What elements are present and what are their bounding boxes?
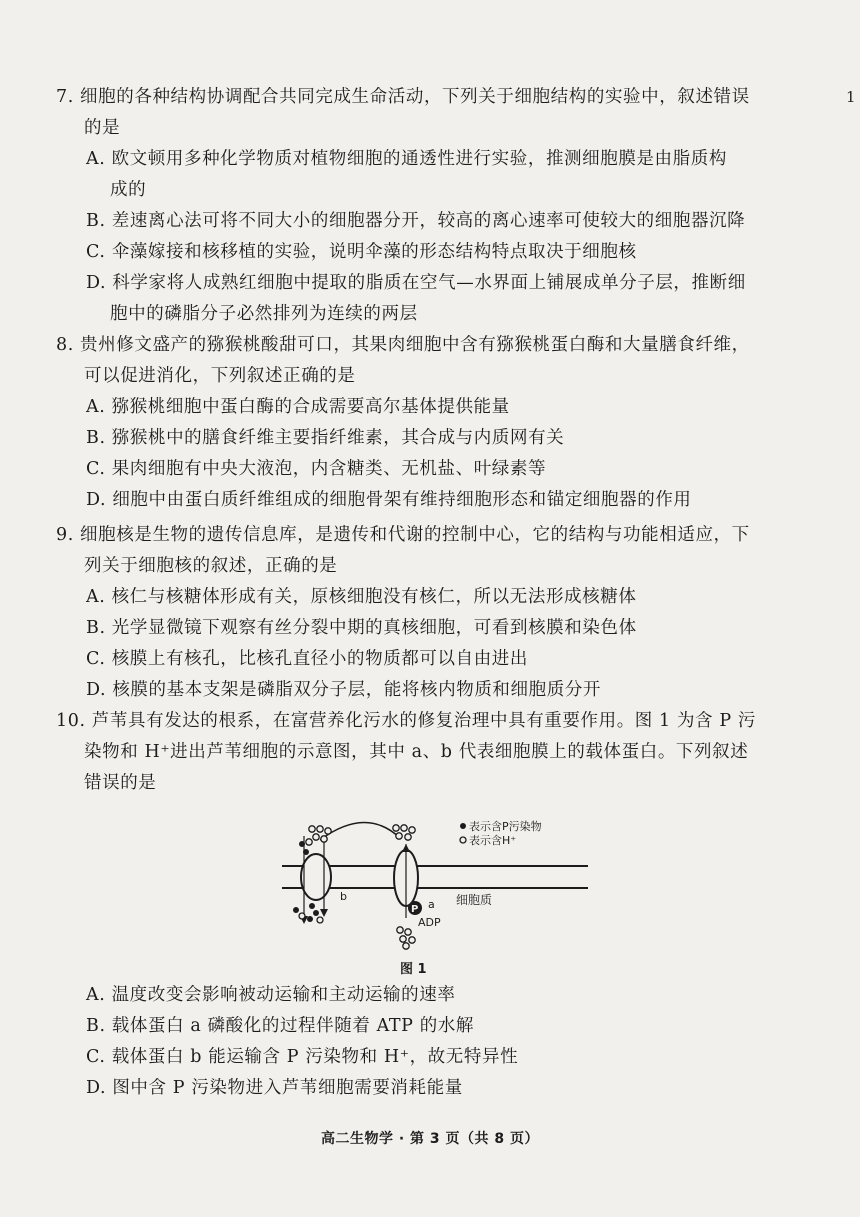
legend-h-text: 表示含H⁺ (469, 834, 517, 847)
adp-label: ADP (418, 916, 441, 929)
carrier-b-shape (301, 854, 331, 900)
figure-1 (276, 818, 596, 978)
question-7-option-a-cont: 成的 (110, 180, 147, 200)
question-7-option-a: A. 欧文顿用多种化学物质对植物细胞的通透性进行实验，推测细胞膜是由脂质构 (86, 149, 727, 169)
carrier-a-label: a (428, 898, 435, 911)
h-ions-top-right (393, 825, 415, 840)
question-7-option-d-cont: 胞中的磷脂分子必然排列为连续的两层 (110, 304, 418, 324)
question-10-option-a: A. 温度改变会影响被动运输和主动运输的速率 (86, 985, 456, 1005)
arrow-a-head (402, 844, 410, 852)
question-8-option-d: D. 细胞中由蛋白质纤维组成的细胞骨架有维持细胞形态和锚定细胞器的作用 (86, 490, 692, 510)
question-10-option-b: B. 载体蛋白 a 磷酸化的过程伴随着 ATP 的水解 (86, 1016, 474, 1036)
question-7 (56, 82, 776, 330)
question-8 (56, 330, 776, 516)
question-7-option-c: C. 伞藻嫁接和核移植的实验，说明伞藻的形态结构特点取决于细胞核 (86, 242, 637, 262)
question-10-stem-line-1: 10. 芦苇具有发达的根系，在富营养化污水的修复治理中具有重要作用。图 1 为含 P 污 (56, 711, 756, 731)
h-ions-bottom-right (397, 927, 415, 949)
question-9-stem-line-2: 列关于细胞核的叙述，正确的是 (84, 556, 338, 576)
question-8-option-b: B. 猕猴桃中的膳食纤维主要指纤维素，其合成与内质网有关 (86, 428, 565, 448)
question-10-stem-line-2: 染物和 H⁺进出芦苇细胞的示意图，其中 a、b 代表细胞膜上的载体蛋白。下列叙述 (84, 742, 749, 762)
question-7-stem-line-2: 的是 (84, 118, 121, 138)
figure-1-caption: 图 1 (400, 962, 427, 977)
question-8-stem-line-1: 8. 贵州修文盛产的猕猴桃酸甜可口，其果肉细胞中含有猕猴桃蛋白酶和大量膳食纤维， (56, 335, 750, 355)
question-7-option-b: B. 差速离心法可将不同大小的细胞器分开，较高的离心速率可使较大的细胞器沉降 (86, 211, 746, 231)
legend-p-text: 表示含P污染物 (469, 820, 542, 833)
question-10 (56, 706, 776, 799)
question-9-option-b: B. 光学显微镜下观察有丝分裂中期的真核细胞，可看到核膜和染色体 (86, 618, 637, 638)
question-8-stem-line-2: 可以促进消化，下列叙述正确的是 (84, 366, 356, 386)
question-9 (56, 520, 776, 706)
legend-h-symbol (460, 837, 466, 843)
question-8-option-c: C. 果肉细胞有中央大液泡，内含糖类、无机盐、叶绿素等 (86, 459, 547, 479)
question-10-stem-line-3: 错误的是 (84, 773, 157, 793)
arrow-b-right-head (320, 909, 328, 917)
legend-p-symbol (460, 823, 466, 829)
question-9-option-c: C. 核膜上有核孔，比核孔直径小的物质都可以自由进出 (86, 649, 528, 669)
page-footer: 高二生物学 · 第 3 页（共 8 页） (320, 1131, 540, 1147)
circulation-arc (320, 822, 400, 840)
page-edge-mark: 1 (846, 88, 856, 106)
question-9-stem-line-1: 9. 细胞核是生物的遗传信息库，是遗传和代谢的控制中心，它的结构与功能相适应，下 (56, 525, 750, 545)
phosphate-label: P (411, 904, 419, 915)
cytoplasm-label: 细胞质 (456, 893, 493, 907)
figure-1-diagram (276, 818, 596, 968)
question-7-option-d: D. 科学家将人成熟红细胞中提取的脂质在空气—水界面上铺展成单分子层，推断细 (86, 273, 746, 293)
question-9-option-a: A. 核仁与核糖体形成有关，原核细胞没有核仁，所以无法形成核糖体 (86, 587, 637, 607)
question-7-stem-line-1: 7. 细胞的各种结构协调配合共同完成生命活动，下列关于细胞结构的实验中，叙述错误 (56, 87, 750, 107)
question-10-option-d: D. 图中含 P 污染物进入芦苇细胞需要消耗能量 (86, 1078, 463, 1098)
question-10-option-c: C. 载体蛋白 b 能运输含 P 污染物和 H⁺，故无特异性 (86, 1047, 519, 1067)
carrier-b-label: b (340, 890, 347, 903)
question-9-option-d: D. 核膜的基本支架是磷脂双分子层，能将核内物质和细胞质分开 (86, 680, 602, 700)
question-8-option-a: A. 猕猴桃细胞中蛋白酶的合成需要高尔基体提供能量 (86, 397, 510, 417)
question-10-options (56, 980, 776, 1104)
